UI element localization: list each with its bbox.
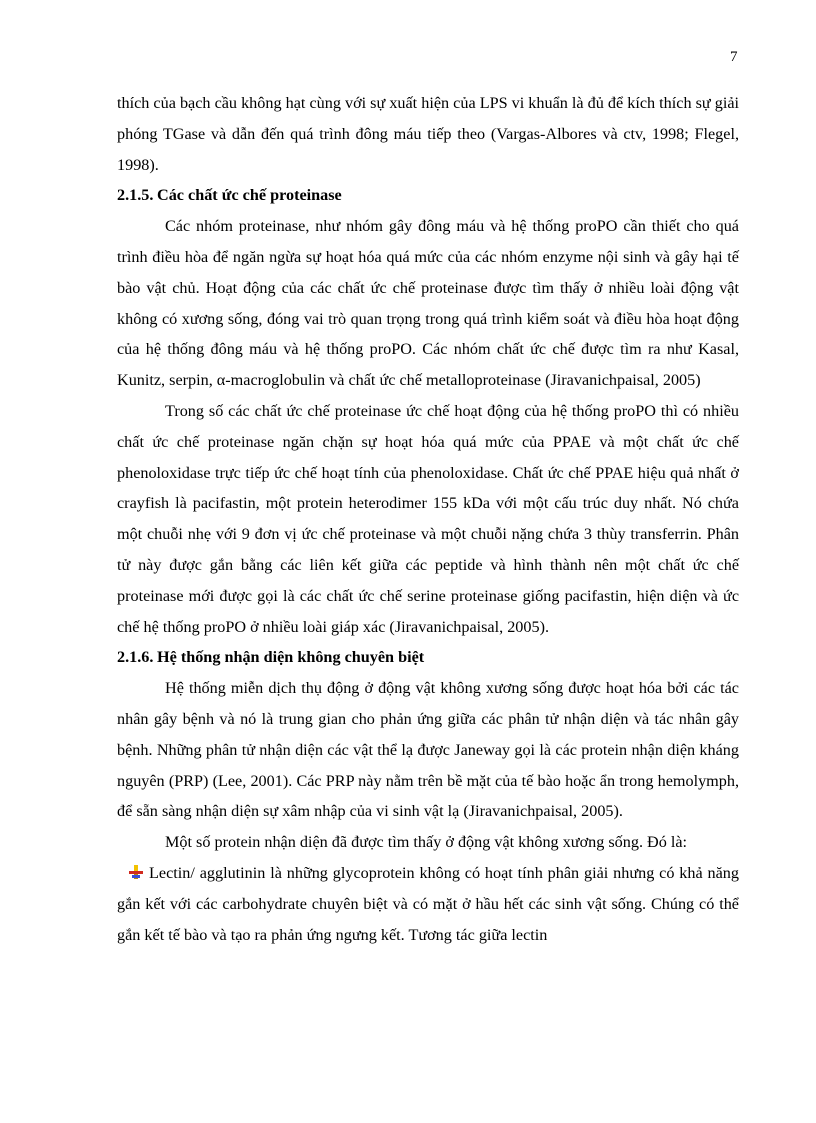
page-number: 7	[730, 49, 738, 65]
section-title: Hệ thống nhận diện không chuyên biệt	[157, 648, 425, 667]
section-heading-2-1-5	[117, 180, 739, 211]
section-title: Các chất ức chế proteinase	[157, 186, 342, 205]
page-content	[117, 88, 739, 950]
section-number: 2.1.6.	[117, 648, 154, 667]
section-heading-2-1-6	[117, 642, 739, 673]
section-number: 2.1.5.	[117, 186, 154, 205]
bullet-item-lectin	[117, 858, 739, 950]
bullet-plus-icon	[129, 865, 143, 879]
paragraph-continued: thích của bạch cầu không hạt cùng với sự xuất hiện của LPS vi khuẩn là đủ để kích thích sự giải phóng TGase và dẫn đến quá trình đông máu tiếp theo (Vargas-Albores và ctv, 1998; Flegel, 1998).	[117, 94, 739, 174]
paragraph-innate-immunity: Hệ thống miễn dịch thụ động ở động vật không xương sống được hoạt hóa bởi các tác nhân gây bệnh và nó là trung gian cho phản ứng giữa các phân tử nhận diện và tác nhân gây bệnh. Những phân tử nhận diện các vật thể lạ được Janeway gọi là các protein nhận diện kháng nguyên (PRP) (Lee, 2001). Các PRP này nằm trên bề mặt của tế bào hoặc ẩn trong hemolymph, để sẵn sàng nhận diện sự xâm nhập của vi sinh vật lạ (Jiravanichpaisal, 2005).	[117, 679, 739, 821]
paragraph-recognition-proteins: Một số protein nhận diện đã được tìm thấy ở động vật không xương sống. Đó là:	[165, 833, 688, 852]
paragraph-proteinase-groups: Các nhóm proteinase, như nhóm gây đông máu và hệ thống proPO cần thiết cho quá trình điều hòa để ngăn ngừa sự hoạt hóa quá mức của các nhóm enzyme nội sinh và gây hại tế bào vật chủ. Hoạt động của các chất ức chế proteinase được tìm thấy ở nhiều loài động vật không có xương sống, đóng vai trò quan trọng trong quá trình kiểm soát và điều hòa hoạt động của hệ thống đông máu và hệ thống proPO. Các nhóm chất ức chế được tìm ra như Kasal, Kunitz, serpin, α-macroglobulin và chất ức chế metalloproteinase (Jiravanichpaisal, 2005)	[117, 217, 739, 390]
bullet-text: Lectin/ agglutinin là những glycoprotein không có hoạt tính phân giải nhưng có khả năng gắn kết với các carbohydrate chuyên biệt và có mặt ở hầu hết các sinh vật sống. Chúng có thể gắn kết tế bào và tạo ra phản ứng ngưng kết. Tương tác giữa lectin	[117, 863, 739, 944]
paragraph-pacifastin: Trong số các chất ức chế proteinase ức chế hoạt động của hệ thống proPO thì có nhiều chất ức chế proteinase ngăn chặn sự hoạt hóa quá mức của PPAE và một chất ức chế phenoloxidase trực tiếp ức chế hoạt tính của phenoloxidase. Chất ức chế PPAE hiệu quả nhất ở crayfish là pacifastin, một protein heterodimer 155 kDa với một cấu trúc duy nhất. Nó chứa một chuỗi nhẹ với 9 đơn vị ức chế proteinase và một chuỗi nặng chứa 3 thùy transferrin. Phân tử này được gắn bằng các liên kết giữa các peptide và hình thành nên một chất ức chế proteinase mới được gọi là các chất ức chế serine proteinase giống pacifastin, hiện diện và ức chế hệ thống proPO ở nhiều loài giáp xác (Jiravanichpaisal, 2005).	[117, 401, 739, 636]
